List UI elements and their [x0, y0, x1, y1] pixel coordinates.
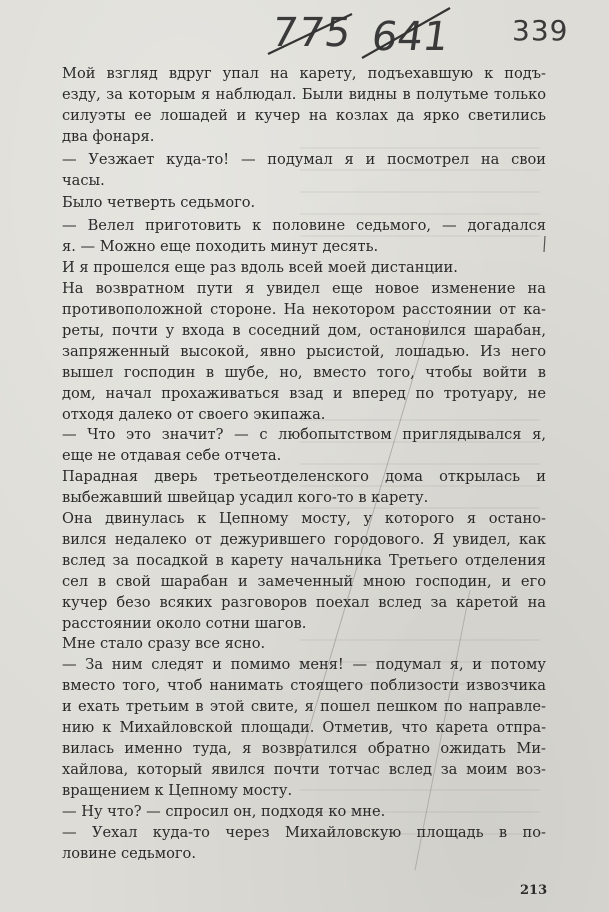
handwritten-crossed-number-1: 775 — [268, 10, 355, 56]
text-line: Она двинулась к Цепному мосту, у которого я остано- — [62, 510, 546, 528]
text-line: запряженный высокой, явно рысистой, лошадью. Из него — [62, 342, 546, 360]
page-number: 213 — [520, 883, 548, 898]
text-line: вышел господин в шубе, но, вместо того, чтобы войти в — [62, 363, 546, 381]
text-line: вилась именно туда, я возвратился обратно ожидать Ми- — [62, 740, 546, 757]
text-line: сел в свой шарабан и замеченный мною господин, и его — [62, 572, 546, 590]
text-line: — За ним следят и помимо меня! — подумал я, и потому — [62, 656, 546, 674]
handwritten-page-number: 339 — [512, 14, 569, 47]
text-line: еще не отдавая себе отчета. — [62, 447, 282, 465]
text-line: кучер безо всяких разговоров поехал вслед за каретой на — [62, 593, 546, 611]
text-line: вращением к Цепному мосту. — [62, 781, 293, 799]
text-line: я. — Можно еще походить минут десять. — [62, 238, 379, 256]
text-line: — Уезжает куда-то! — подумал я и посмотрел на свои — [62, 150, 546, 168]
text-line: противоположной стороне. На некотором расстоянии от ка- — [62, 300, 546, 318]
text-line: отходя далеко от своего экипажа. — [62, 405, 326, 423]
text-line: Мне стало сразу все ясно. — [62, 635, 266, 653]
text-line: вился недалеко от дежурившего городового. Я увидел, как — [62, 530, 546, 548]
text-line: Мой взгляд вдруг упал на карету, подъехавшую к подъ- — [62, 65, 546, 82]
text-line: На возвратном пути я увидел еще новое изменение на — [62, 280, 546, 298]
text-line: часы. — [62, 171, 105, 189]
text-line: И я прошелся еще раз вдоль всей моей дистанции. — [62, 259, 458, 277]
text-line: вместо того, чтоб нанимать стоящего поблизости извозчика — [62, 677, 546, 695]
text-line: вслед за посадкой в карету начальника Третьего отделения — [62, 551, 546, 569]
text-line: — Уехал куда-то через Михайловскую площадь в по- — [62, 823, 546, 841]
text-line: выбежавший швейцар усадил кого-то в карету. — [62, 489, 429, 507]
text-line: — Ну что? — спросил он, подходя ко мне. — [62, 802, 386, 820]
body-text — [62, 64, 546, 864]
text-line: силуэты ее лошадей и кучер на козлах да ярко светились — [62, 106, 546, 124]
text-line: — Велел приготовить к половине седьмого, — догадался — [62, 217, 546, 235]
text-line: нию к Михайловской площади. Отметив, что карета отпра- — [62, 719, 546, 737]
text-line: реты, почти у входа в соседний дом, остановился шарабан, — [62, 321, 546, 339]
text-line: — Что это значит? — с любопытством приглядывался я, — [62, 426, 546, 444]
text-line: Было четверть седьмого. — [62, 194, 256, 212]
handwritten-crossed-number-2: 641 — [368, 14, 452, 60]
text-line: расстоянии около сотни шагов. — [62, 614, 307, 632]
text-line: ловине седьмого. — [62, 844, 196, 862]
text-line: хайлова, который явился почти тотчас вслед за моим воз- — [62, 760, 546, 778]
text-line: и ехать третьим в этой свите, я пошел пешком по направле- — [62, 698, 546, 716]
text-line: езду, за которым я наблюдал. Были видны в полутьме только — [62, 85, 546, 103]
text-line: дом, начал прохаживаться взад и вперед по тротуару, не — [62, 384, 546, 402]
text-line: Парадная дверь третьеотделенского дома открылась и — [62, 468, 546, 486]
text-line: два фонаря. — [62, 127, 155, 145]
